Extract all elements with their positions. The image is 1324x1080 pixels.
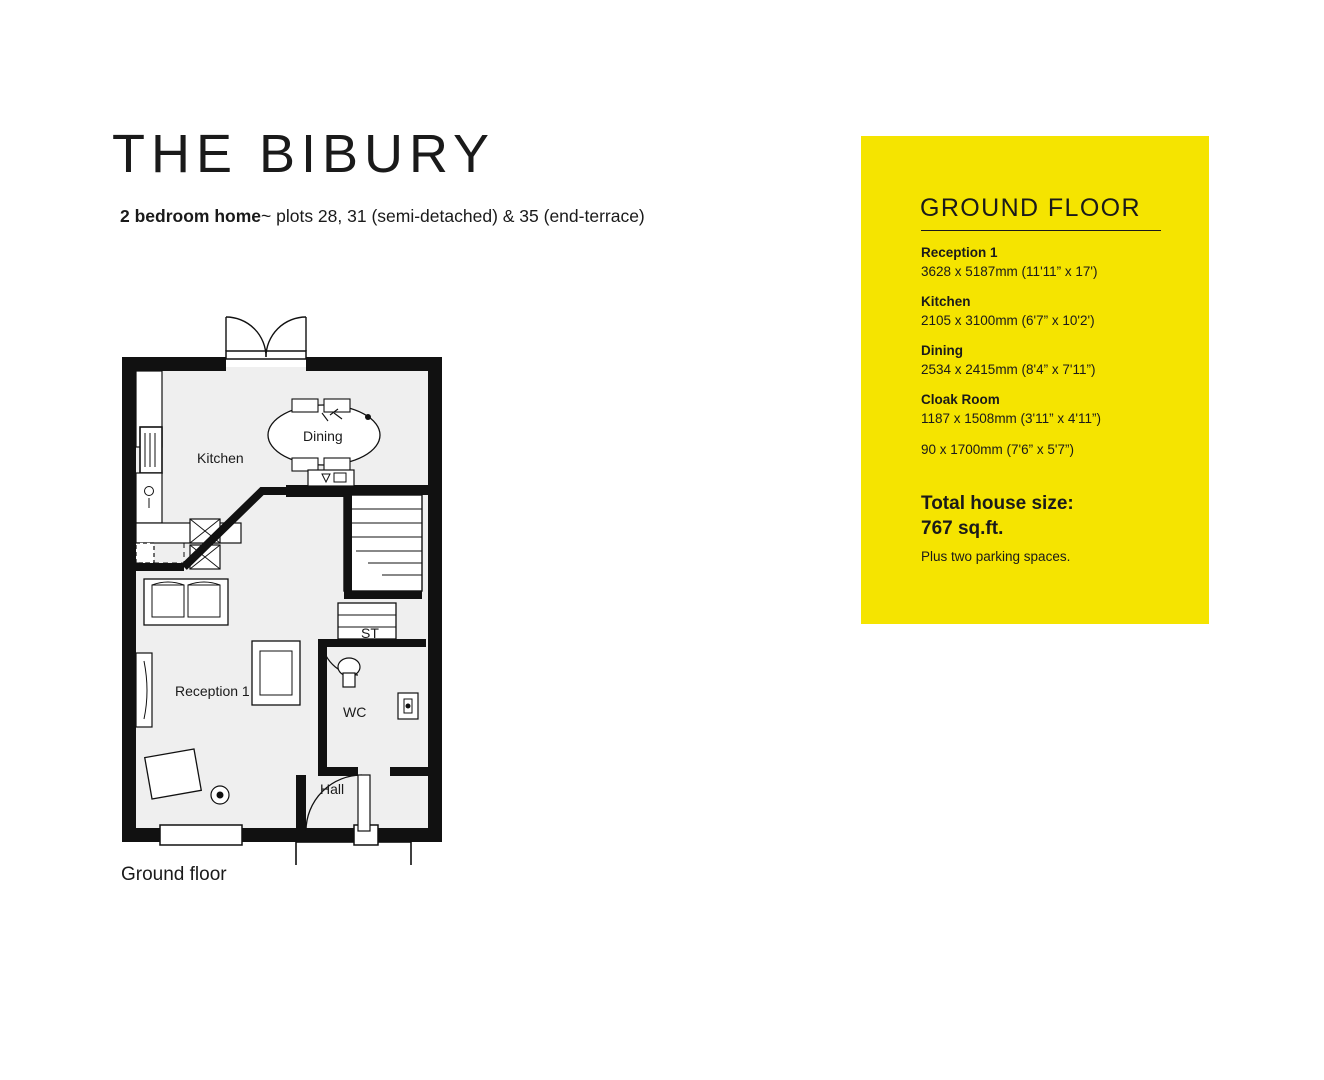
panel-title: GROUND FLOOR xyxy=(920,194,1141,222)
room-dimensions: 2105 x 3100mm (6'7” x 10'2') xyxy=(921,313,1095,328)
room-name: Cloak Room xyxy=(921,392,1000,407)
total-house-size xyxy=(921,491,1201,564)
room-dimensions: 2534 x 2415mm (8'4” x 7'11”) xyxy=(921,362,1096,377)
floor-plan xyxy=(100,295,480,865)
total-size-value: 767 sq.ft. xyxy=(921,518,1004,539)
list-item xyxy=(921,342,1191,379)
list-item xyxy=(921,440,1191,459)
room-dimensions: 1187 x 1508mm (3'11” x 4'11”) xyxy=(921,411,1101,426)
room-label-dining: Dining xyxy=(303,428,343,444)
room-label-kitchen: Kitchen xyxy=(197,450,244,466)
room-dimensions: 3628 x 5187mm (11'11” x 17') xyxy=(921,264,1098,279)
ground-floor-info-panel xyxy=(861,136,1209,624)
subtitle-separator: ~ xyxy=(261,206,272,226)
floor-caption: Ground floor xyxy=(121,864,227,885)
list-item xyxy=(921,244,1191,281)
room-label-reception-1: Reception 1 xyxy=(175,683,250,699)
room-label-wc: WC xyxy=(343,704,367,720)
room-dimensions: 90 x 1700mm (7'6” x 5'7”) xyxy=(921,442,1074,457)
list-item xyxy=(921,293,1191,330)
subtitle-bedrooms: 2 bedroom home xyxy=(120,206,261,226)
room-label-st: ST xyxy=(361,625,379,641)
floor-plan-drawing xyxy=(100,295,480,865)
parking-note: Plus two parking spaces. xyxy=(921,549,1071,564)
room-name: Dining xyxy=(921,343,963,358)
room-name: Kitchen xyxy=(921,294,971,309)
page-title: THE BIBURY xyxy=(112,124,496,184)
room-dimension-list xyxy=(921,244,1191,471)
room-label-hall: Hall xyxy=(320,781,345,797)
room-name: Reception 1 xyxy=(921,245,998,260)
subtitle-plots: plots 28, 31 (semi-detached) & 35 (end-terrace) xyxy=(276,206,645,226)
list-item xyxy=(921,391,1191,428)
total-size-label: Total house size: xyxy=(921,493,1074,514)
panel-divider xyxy=(921,230,1161,231)
page-subtitle xyxy=(120,202,680,230)
